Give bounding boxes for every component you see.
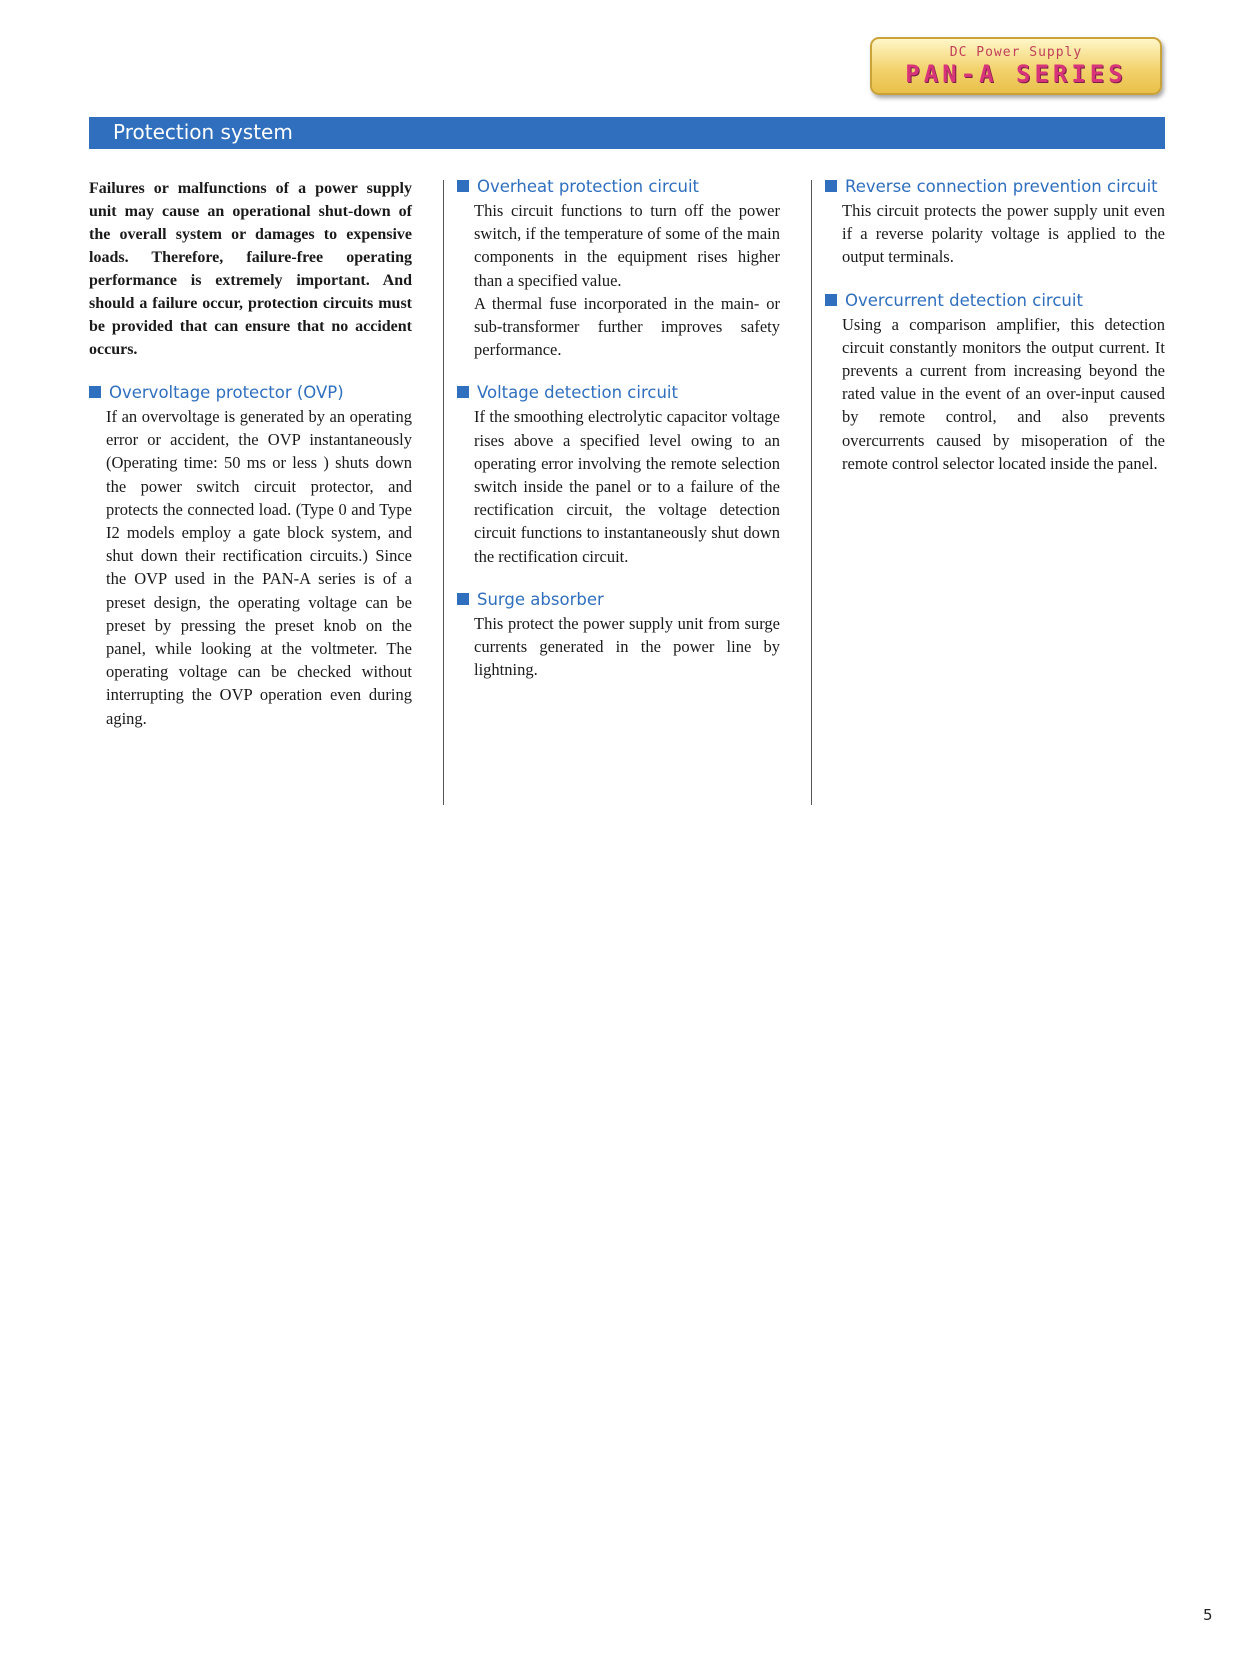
reverse-connection-heading-text: Reverse connection prevention circuit: [845, 177, 1158, 196]
reverse-connection-text: This circuit protects the power supply unit even if a reverse polarity voltage is applied to the output terminals.: [842, 201, 1165, 267]
ovp-heading-text: Overvoltage protector (OVP): [109, 383, 344, 402]
overcurrent-text: Using a comparison amplifier, this detection circuit constantly monitors the output current. It prevents a current from increasing beyond the rated value in the event of an over-input caused by remote control, and also prevents overcurrents caused by misoperation of the remote control selector located inside the panel.: [842, 314, 1165, 473]
square-bullet-icon: [457, 180, 469, 192]
column-middle: [457, 177, 780, 703]
ovp-text: If an overvoltage is generated by an operating error or accident, the OVP instantaneously (Operating time: 50 ms or less ) shuts down the power switch circuit protector, and protects the connected load. (Type 0 and Type I2 models employ a gate block system, and shut down their rectification circuits.) Since the OVP used in the PAN-A series is of a preset design, the operating voltage can be preset by pressing the preset knob on the panel, while looking at the voltmeter. The operating voltage can be checked without interrupting the OVP operation even during aging.: [106, 407, 412, 728]
square-bullet-icon: [825, 180, 837, 192]
overheat-text-2: A thermal fuse incorporated in the main- or sub-transformer further improves safety performance.: [474, 293, 780, 360]
square-bullet-icon: [825, 294, 837, 306]
overheat-heading-text: Overheat protection circuit: [477, 177, 700, 196]
column-divider: [811, 180, 812, 805]
surge-absorber-text: This protect the power supply unit from surge currents generated in the power line by lightning.: [474, 613, 780, 680]
section-title: Protection system: [113, 120, 293, 144]
ovp-heading: [89, 383, 412, 402]
voltage-detection-heading-text: Voltage detection circuit: [477, 383, 678, 403]
overcurrent-heading: [825, 291, 1165, 310]
intro-paragraph: Failures or malfunctions of a power supply unit may cause an operational shut-down of the overall system or damages to expensive loads. Therefore, failure-free operating performance is extremely important. And should a failure occur, protection circuits must be provided that can ensure that no accident occurs.: [89, 180, 412, 358]
page-number: 5: [1203, 1606, 1213, 1624]
reverse-connection-heading: [825, 177, 1165, 196]
square-bullet-icon: [457, 386, 469, 398]
surge-absorber-heading-text: Surge absorber: [477, 589, 604, 609]
series-badge: [870, 37, 1162, 95]
section-header-bar: [89, 117, 1165, 149]
column-left: [89, 177, 412, 752]
voltage-detection-heading: [457, 383, 780, 402]
square-bullet-icon: [457, 593, 469, 605]
badge-title: PAN-A SERIES: [905, 60, 1127, 88]
overheat-heading: [457, 177, 780, 196]
square-bullet-icon: [89, 386, 101, 398]
overcurrent-heading-text: Overcurrent detection circuit: [845, 290, 1083, 310]
column-right: [825, 177, 1165, 497]
column-divider: [443, 180, 444, 805]
badge-subtitle: DC Power Supply: [949, 45, 1083, 60]
surge-absorber-heading: [457, 590, 780, 609]
voltage-detection-text: If the smoothing electrolytic capacitor voltage rises above a specified level owing to an operating error involving the remote selection switch inside the panel or to a failure of the rectification circuit, the voltage detection circuit functions to instantaneously shut down the rectification circuit.: [474, 407, 780, 566]
overheat-text: This circuit functions to turn off the power switch, if the temperature of some of the main components in the equipment rises higher than a specified value.: [474, 201, 780, 290]
